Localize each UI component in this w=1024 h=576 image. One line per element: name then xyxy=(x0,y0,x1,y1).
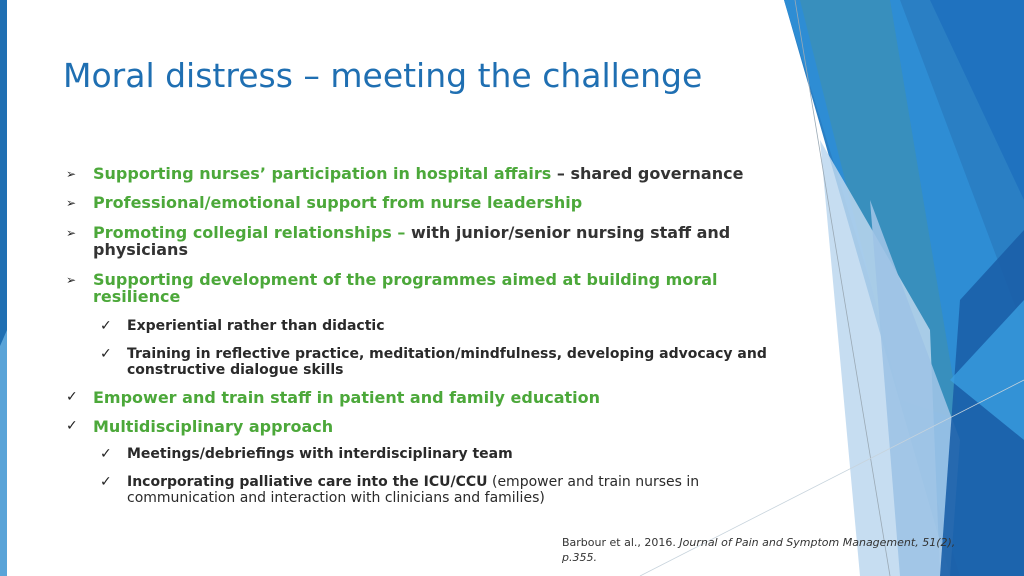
arrow-bullet-icon: ➢ xyxy=(66,226,77,240)
item-text: Empower and train staff in patient and family education xyxy=(93,388,601,407)
arrow-bullet-icon: ➢ xyxy=(66,273,77,287)
item-text: Training in reflective practice, meditation/mindfulness, developing advocacy and constructive dialogue skills xyxy=(127,346,767,378)
item-text: Meetings/debriefings with interdisciplinary team xyxy=(127,446,513,462)
check-bullet-icon: ✓ xyxy=(66,389,78,405)
item-text: Incorporating palliative care into the ICU/CCU (empower and train nurses in communication and interaction with clinicians and families) xyxy=(127,474,700,506)
item-text: Supporting nurses’ participation in hospital affairs – shared governance xyxy=(93,164,744,183)
check-bullet-icon: ✓ xyxy=(66,418,78,434)
item-text: Supporting development of the programmes aimed at building moral resilience xyxy=(93,270,718,306)
check-bullet-icon: ✓ xyxy=(100,446,112,462)
item-text: Multidisciplinary approach xyxy=(93,417,334,436)
check-bullet-icon: ✓ xyxy=(100,346,112,362)
citation: Barbour et al., 2016. Journal of Pain and Symptom Management, 51(2), p.355. xyxy=(562,536,956,564)
item-text: Promoting collegial relationships – with junior/senior nursing staff and physicians xyxy=(93,223,731,259)
check-bullet-icon: ✓ xyxy=(100,318,112,334)
arrow-bullet-icon: ➢ xyxy=(66,196,77,210)
item-text: Experiential rather than didactic xyxy=(127,318,385,334)
slide-title: Moral distress – meeting the challenge xyxy=(63,56,703,95)
item-text: Professional/emotional support from nurse leadership xyxy=(93,193,583,212)
arrow-bullet-icon: ➢ xyxy=(66,167,77,181)
check-bullet-icon: ✓ xyxy=(100,474,112,490)
